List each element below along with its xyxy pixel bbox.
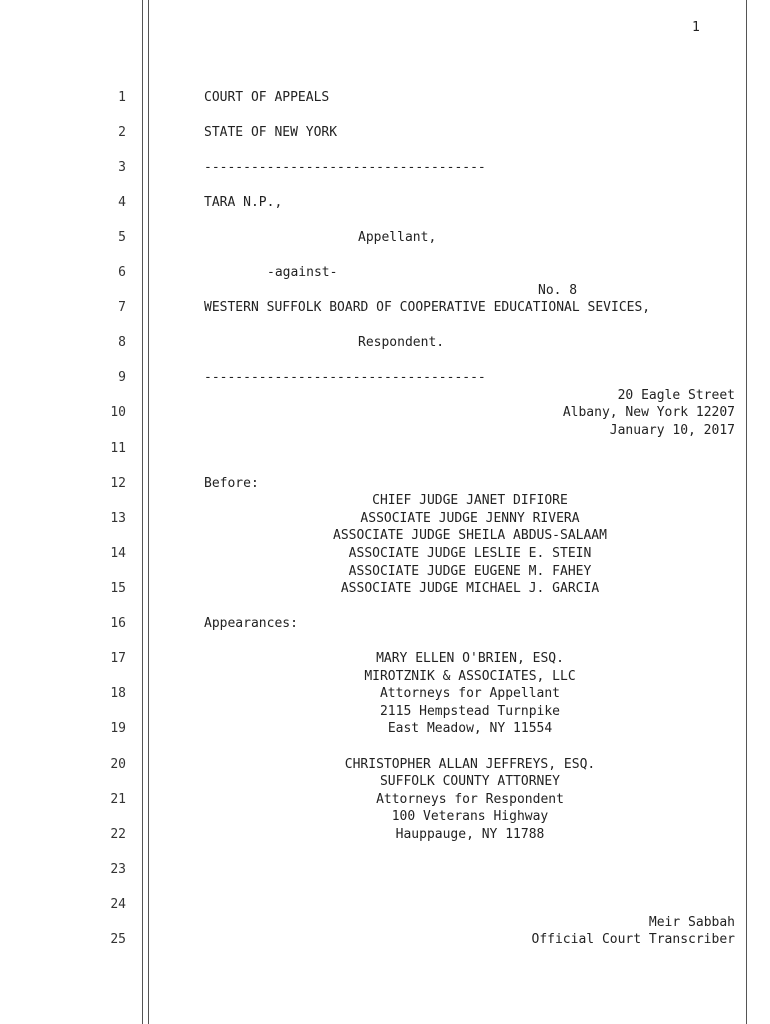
court-name: COURT OF APPEALS — [204, 90, 330, 105]
respondent-counsel-line: Attorneys for Respondent — [376, 792, 564, 807]
respondent-name: WESTERN SUFFOLK BOARD OF COOPERATIVE EDUCATIONAL SEVICES, — [204, 300, 651, 315]
line-number: 19 — [110, 721, 126, 736]
appellant-role: Appellant, — [358, 230, 437, 245]
appellant-counsel-line: MIROTZNIK & ASSOCIATES, LLC — [364, 669, 576, 684]
line-number: 3 — [118, 160, 126, 175]
transcriber-title: Official Court Transcriber — [531, 932, 735, 947]
line-number: 7 — [118, 300, 126, 315]
line-number: 5 — [118, 230, 126, 245]
appellant-counsel-line: MARY ELLEN O'BRIEN, ESQ. — [376, 651, 564, 666]
page-number: 1 — [692, 20, 700, 35]
transcriber-name: Meir Sabbah — [648, 915, 735, 930]
line-number: 10 — [110, 405, 126, 420]
against-label: -against- — [267, 265, 338, 280]
judge-name: ASSOCIATE JUDGE JENNY RIVERA — [360, 511, 580, 526]
judge-name: CHIEF JUDGE JANET DIFIORE — [372, 493, 568, 508]
judge-name: ASSOCIATE JUDGE EUGENE M. FAHEY — [348, 564, 592, 579]
line-number: 8 — [118, 335, 126, 350]
line-number: 17 — [110, 651, 126, 666]
line-number: 4 — [118, 195, 126, 210]
respondent-counsel-line: 100 Veterans Highway — [391, 809, 549, 824]
line-number: 20 — [110, 757, 126, 772]
location-city: Albany, New York 12207 — [562, 405, 735, 420]
hearing-date: January 10, 2017 — [609, 423, 735, 438]
judge-name: ASSOCIATE JUDGE LESLIE E. STEIN — [348, 546, 592, 561]
line-number: 11 — [110, 441, 126, 456]
line-number: 12 — [110, 476, 126, 491]
appearances-label: Appearances: — [204, 616, 298, 631]
location-street: 20 Eagle Street — [617, 388, 735, 403]
line-number: 16 — [110, 616, 126, 631]
appellant-counsel-line: Attorneys for Appellant — [379, 686, 560, 701]
line-number: 14 — [110, 546, 126, 561]
line-number: 24 — [110, 897, 126, 912]
respondent-counsel-line: Hauppauge, NY 11788 — [395, 827, 545, 842]
line-number: 9 — [118, 370, 126, 385]
case-number: No. 8 — [538, 283, 578, 298]
caption-divider-bottom: ------------------------------------ — [204, 370, 486, 385]
appellant-counsel-line: 2115 Hempstead Turnpike — [379, 704, 560, 719]
line-number: 2 — [118, 125, 126, 140]
line-number: 25 — [110, 932, 126, 947]
line-number: 21 — [110, 792, 126, 807]
line-number: 22 — [110, 827, 126, 842]
judge-name: ASSOCIATE JUDGE MICHAEL J. GARCIA — [340, 581, 600, 596]
appellant-counsel-line: East Meadow, NY 11554 — [387, 721, 553, 736]
judge-name: ASSOCIATE JUDGE SHEILA ABDUS-SALAAM — [333, 528, 607, 543]
respondent-role: Respondent. — [358, 335, 445, 350]
line-number: 18 — [110, 686, 126, 701]
line-number: 13 — [110, 511, 126, 526]
caption-divider-top: ------------------------------------ — [204, 160, 486, 175]
line-number: 1 — [118, 90, 126, 105]
line-number: 6 — [118, 265, 126, 280]
before-label: Before: — [204, 476, 259, 491]
line-number: 23 — [110, 862, 126, 877]
state-name: STATE OF NEW YORK — [204, 125, 338, 140]
respondent-counsel-line: SUFFOLK COUNTY ATTORNEY — [379, 774, 560, 789]
line-number: 15 — [110, 581, 126, 596]
appellant-name: TARA N.P., — [204, 195, 283, 210]
respondent-counsel-line: CHRISTOPHER ALLAN JEFFREYS, ESQ. — [344, 757, 596, 772]
